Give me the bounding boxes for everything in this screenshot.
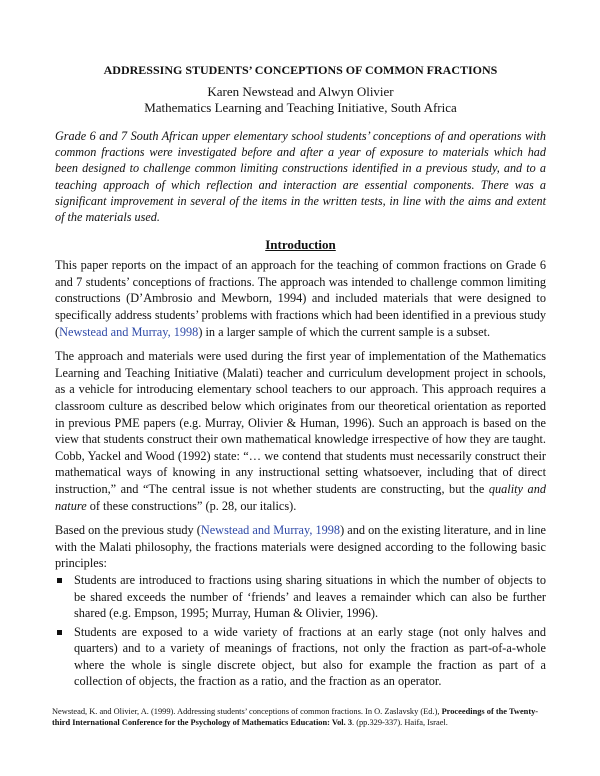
paper-title: ADDRESSING STUDENTS’ CONCEPTIONS OF COMMON FRACTIONS bbox=[103, 63, 498, 77]
citation-footer bbox=[52, 706, 549, 728]
intro-paragraph-3-text-b: ) and on the existing literature, and in line with the Malati philosophy, the fractions materials were designed according to the following basic principles: bbox=[55, 523, 546, 571]
intro-paragraph-2-text-a: The approach and materials were used during the first year of implementation of the Mathematics Learning and Teaching Initiative (Malati) teacher and curriculum development project in schools, as a vehicle for introducing elementary school teachers to our approach. This approach requires a classroom culture as described below which originates from our theoretical orientation as reported in previous PME papers (e.g. Murray, Olivier & Human, 1996). Such an approach is based on the view that students construct their own mathematical knowledge irrespective of how they are taught. Cobb, Yackel and Wood (1992) state: “… we contend that students must necessarily construct their mathematical ways of knowing in any instructional setting whatsoever, including that of direct instruction,” and “The central issue is not whether students are constructing, but the bbox=[55, 349, 546, 496]
intro-paragraph-1-text-a: This paper reports on the impact of an approach for the teaching of common fractions on Grade 6 and 7 students’ conceptions of fractions. The approach was intended to challenge common limiting constructions (D’Ambrosio and Mewborn, 1994) and included materials that were designed to specifically address students’ problems with fractions which had been identified in a previous study ( bbox=[55, 258, 546, 339]
intro-paragraph-2 bbox=[55, 348, 546, 514]
paper-abstract: Grade 6 and 7 South African upper elementary school students’ conceptions of and operations with common fractions were investigated before and after a year of exposure to materials which had been designed to challenge common limiting constructions identified in a previous study, and to a teaching approach of which reflection and interaction are essential components. There was a significant improvement in several of the items in the written tests, in line with the aims and extent of the materials used. bbox=[55, 129, 546, 225]
principles-list bbox=[55, 572, 546, 690]
intro-paragraph-3 bbox=[55, 522, 546, 572]
list-item bbox=[55, 624, 546, 690]
footer-text-a: Newstead, K. and Olivier, A. (1999). Addressing students’ conceptions of common fractions. In O. Zaslavsky (Ed.), bbox=[52, 707, 442, 716]
footer-proceedings-title: Proceedings of the Twenty-third International Conference for the Psychology of Mathematics Education: Vol. 3 bbox=[52, 707, 539, 727]
square-bullet-icon bbox=[57, 630, 62, 635]
square-bullet-icon bbox=[57, 578, 62, 583]
paper-page bbox=[55, 62, 546, 692]
section-heading-introduction: Introduction bbox=[265, 237, 336, 253]
list-item-text: Students are introduced to fractions using sharing situations in which the number of objects to be shared exceeds the number of ‘friends’ and leaves a remainder which can also be further shared (e.g. Empson, 1995; Murray, Human & Olivier, 1996). bbox=[74, 572, 546, 621]
intro-paragraph-2-italic: quality and nature bbox=[55, 481, 546, 513]
paper-affiliation: Mathematics Learning and Teaching Initiative, South Africa bbox=[144, 100, 457, 115]
intro-paragraph-2-text-b: of these constructions” (p. 28, our italics). bbox=[86, 498, 297, 513]
intro-paragraph-1 bbox=[55, 257, 546, 340]
footer-text-b: . (pp.329-337). Haifa, Israel. bbox=[352, 718, 448, 727]
citation-link-newstead-murray-2[interactable]: Newstead and Murray, 1998 bbox=[200, 523, 341, 538]
list-item-text: Students are exposed to a wide variety of fractions at an early stage (not only halves and quarters) and to a variety of meanings of fractions, not only the fraction as part-of-a-whole where the whole is single discrete object, but also for example the fraction as part of a collection of objects, the fraction as a ratio, and the fraction as an operator. bbox=[74, 624, 546, 689]
intro-paragraph-3-text-a: Based on the previous study ( bbox=[55, 523, 201, 538]
citation-link-newstead-murray[interactable]: Newstead and Murray, 1998 bbox=[59, 324, 199, 339]
paper-authors: Karen Newstead and Alwyn Olivier bbox=[207, 84, 394, 99]
intro-paragraph-1-text-b: ) in a larger sample of which the current sample is a subset. bbox=[198, 324, 491, 339]
list-item bbox=[55, 572, 546, 622]
